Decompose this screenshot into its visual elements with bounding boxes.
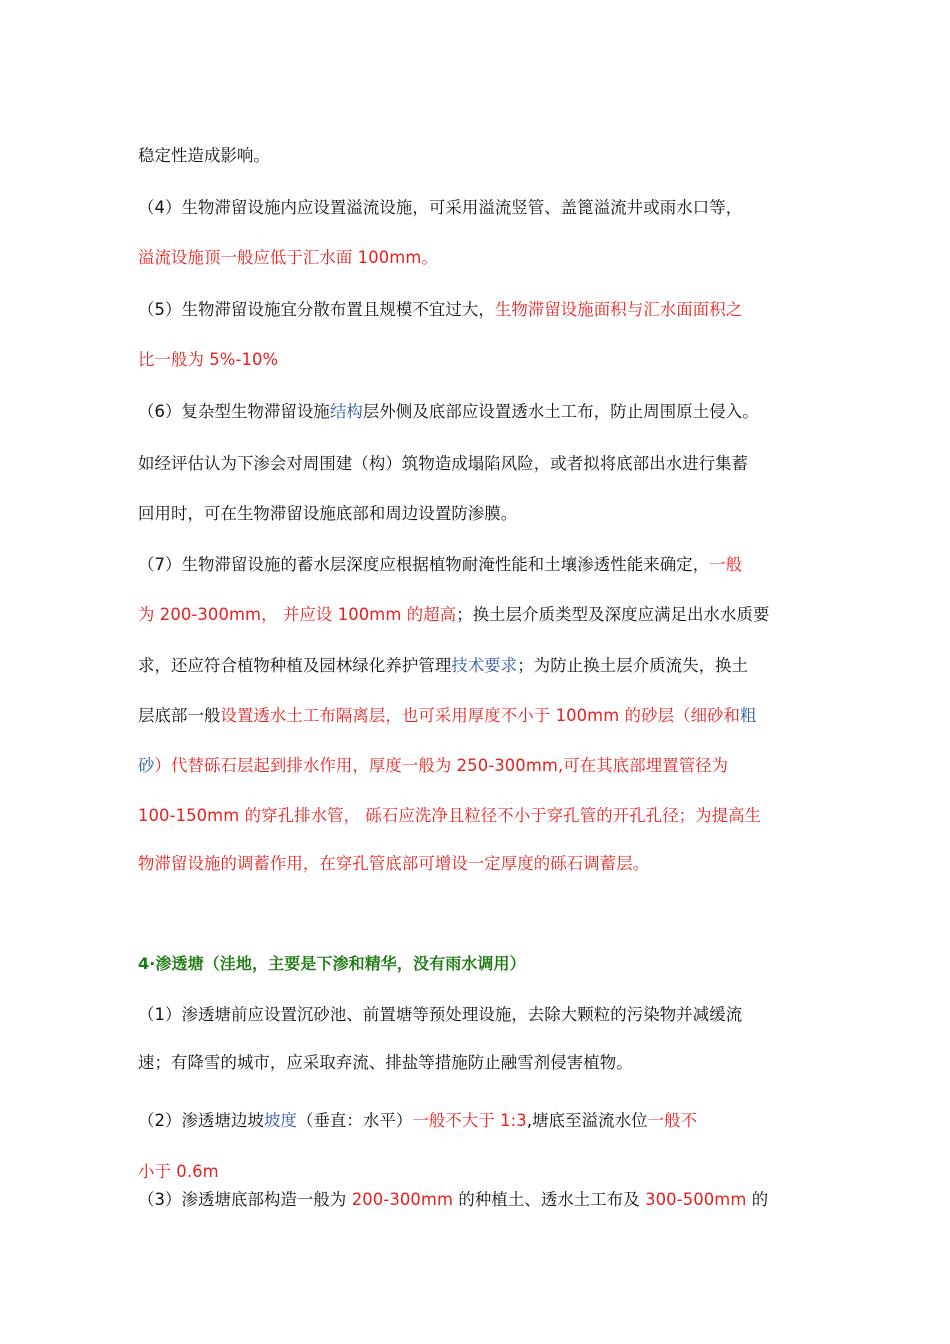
text-segment: （4）生物滞留设施内应设置溢流设施，可采用溢流竖管、盖篦溢流井或雨水口等， [138, 198, 743, 217]
text-line [138, 805, 828, 827]
text-line [138, 1052, 828, 1074]
text-segment: 的 [746, 1190, 769, 1209]
text-line [138, 503, 828, 525]
text-line [138, 604, 828, 626]
text-line [138, 401, 828, 423]
text-segment: 粗 [740, 706, 757, 725]
text-segment: 技术要求 [451, 656, 518, 675]
text-segment: 物滞留设施的调蓄作用，在穿孔管底部可增设一定厚度的砾石调蓄层。 [138, 854, 650, 873]
text-segment: 结构 [329, 402, 363, 421]
text-line [138, 655, 828, 677]
section-heading [138, 953, 828, 975]
text-segment: 一般不 [647, 1111, 698, 1130]
text-segment: （6）复杂型生物滞留设施 [138, 402, 330, 421]
text-segment: 溢流设施顶一般应低于汇水面 100mm。 [138, 248, 438, 267]
text-segment: 如经评估认为下渗会对周围建（构）筑物造成塌陷风险，或者拟将底部出水进行集蓄 [138, 454, 749, 473]
text-segment: 200-300mm [351, 1190, 454, 1209]
text-segment: 生物滞留设施面积与汇水面面积之 [494, 300, 743, 319]
text-segment: （1）渗透塘前应设置沉砂池、前置塘等预处理设施，去除大颗粒的污染物并减缓流 [138, 1005, 743, 1024]
text-segment: 稳定性造成影响。 [138, 146, 270, 165]
text-segment: 砂 [138, 756, 155, 775]
text-line [138, 349, 828, 371]
text-segment: 一般 [709, 555, 743, 574]
text-line [138, 247, 828, 269]
text-segment: 回用时，可在生物滞留设施底部和周边设置防渗膜。 [138, 504, 518, 523]
text-segment: 速；有降雪的城市，应采取弃流、排盐等措施防止融雪剂侵害植物。 [138, 1053, 633, 1072]
text-segment: 为 200-300mm， 并应设 100mm 的超高 [138, 605, 457, 624]
text-line [138, 1189, 828, 1211]
text-segment: ）代替砾石层起到排水作用，厚度一般为 250-300mm,可在其底部埋置管径为 [154, 756, 729, 775]
text-segment: 300-500mm [645, 1190, 747, 1209]
text-line [138, 197, 828, 219]
text-line [138, 705, 828, 727]
text-segment: 100-150mm 的穿孔排水管， 砾石应洗净且粒径不小于穿孔管的开孔孔径；为提高生 [138, 806, 762, 825]
text-line [138, 145, 828, 167]
text-segment: 坡度 [263, 1111, 297, 1130]
text-segment: ；为防止换土层介质流失，换土 [517, 656, 749, 675]
text-line [138, 853, 828, 875]
text-line [138, 453, 828, 475]
text-line [138, 755, 828, 777]
text-segment: ；换土层介质类型及深度应满足出水水质要 [456, 605, 770, 624]
text-segment: 4·渗透塘（洼地，主要是下渗和精华，没有雨水调用） [138, 954, 526, 973]
text-segment: ,塘底至溢流水位 [526, 1111, 648, 1130]
text-line [138, 1161, 828, 1183]
text-segment: （垂直：水平） [296, 1111, 413, 1130]
text-segment: 的种植土、透水土工布及 [453, 1190, 646, 1209]
text-segment: 小于 0.6m [138, 1162, 219, 1181]
text-line [138, 1004, 828, 1026]
text-segment: 层底部一般 [138, 706, 221, 725]
text-line [138, 299, 828, 321]
text-segment: （2）渗透塘边坡 [138, 1111, 264, 1130]
text-segment: （3）渗透塘底部构造一般为 [138, 1190, 352, 1209]
text-segment: 层外侧及底部应设置透水土工布，防止周围原土侵入。 [362, 402, 759, 421]
text-line [138, 1110, 828, 1132]
text-segment: 设置透水土工布隔离层，也可采用厚度不小于 100mm 的砂层（细砂和 [220, 706, 741, 725]
text-segment: 求，还应符合植物种植及园林绿化养护管理 [138, 656, 452, 675]
text-line [138, 554, 828, 576]
text-segment: （5）生物滞留设施宜分散布置且规模不宜过大， [138, 300, 495, 319]
text-segment: 比一般为 5%-10% [138, 350, 279, 369]
text-segment: （7）生物滞留设施的蓄水层深度应根据植物耐淹性能和土壤渗透性能来确定， [138, 555, 710, 574]
text-segment: 一般不大于 1:3 [412, 1111, 527, 1130]
